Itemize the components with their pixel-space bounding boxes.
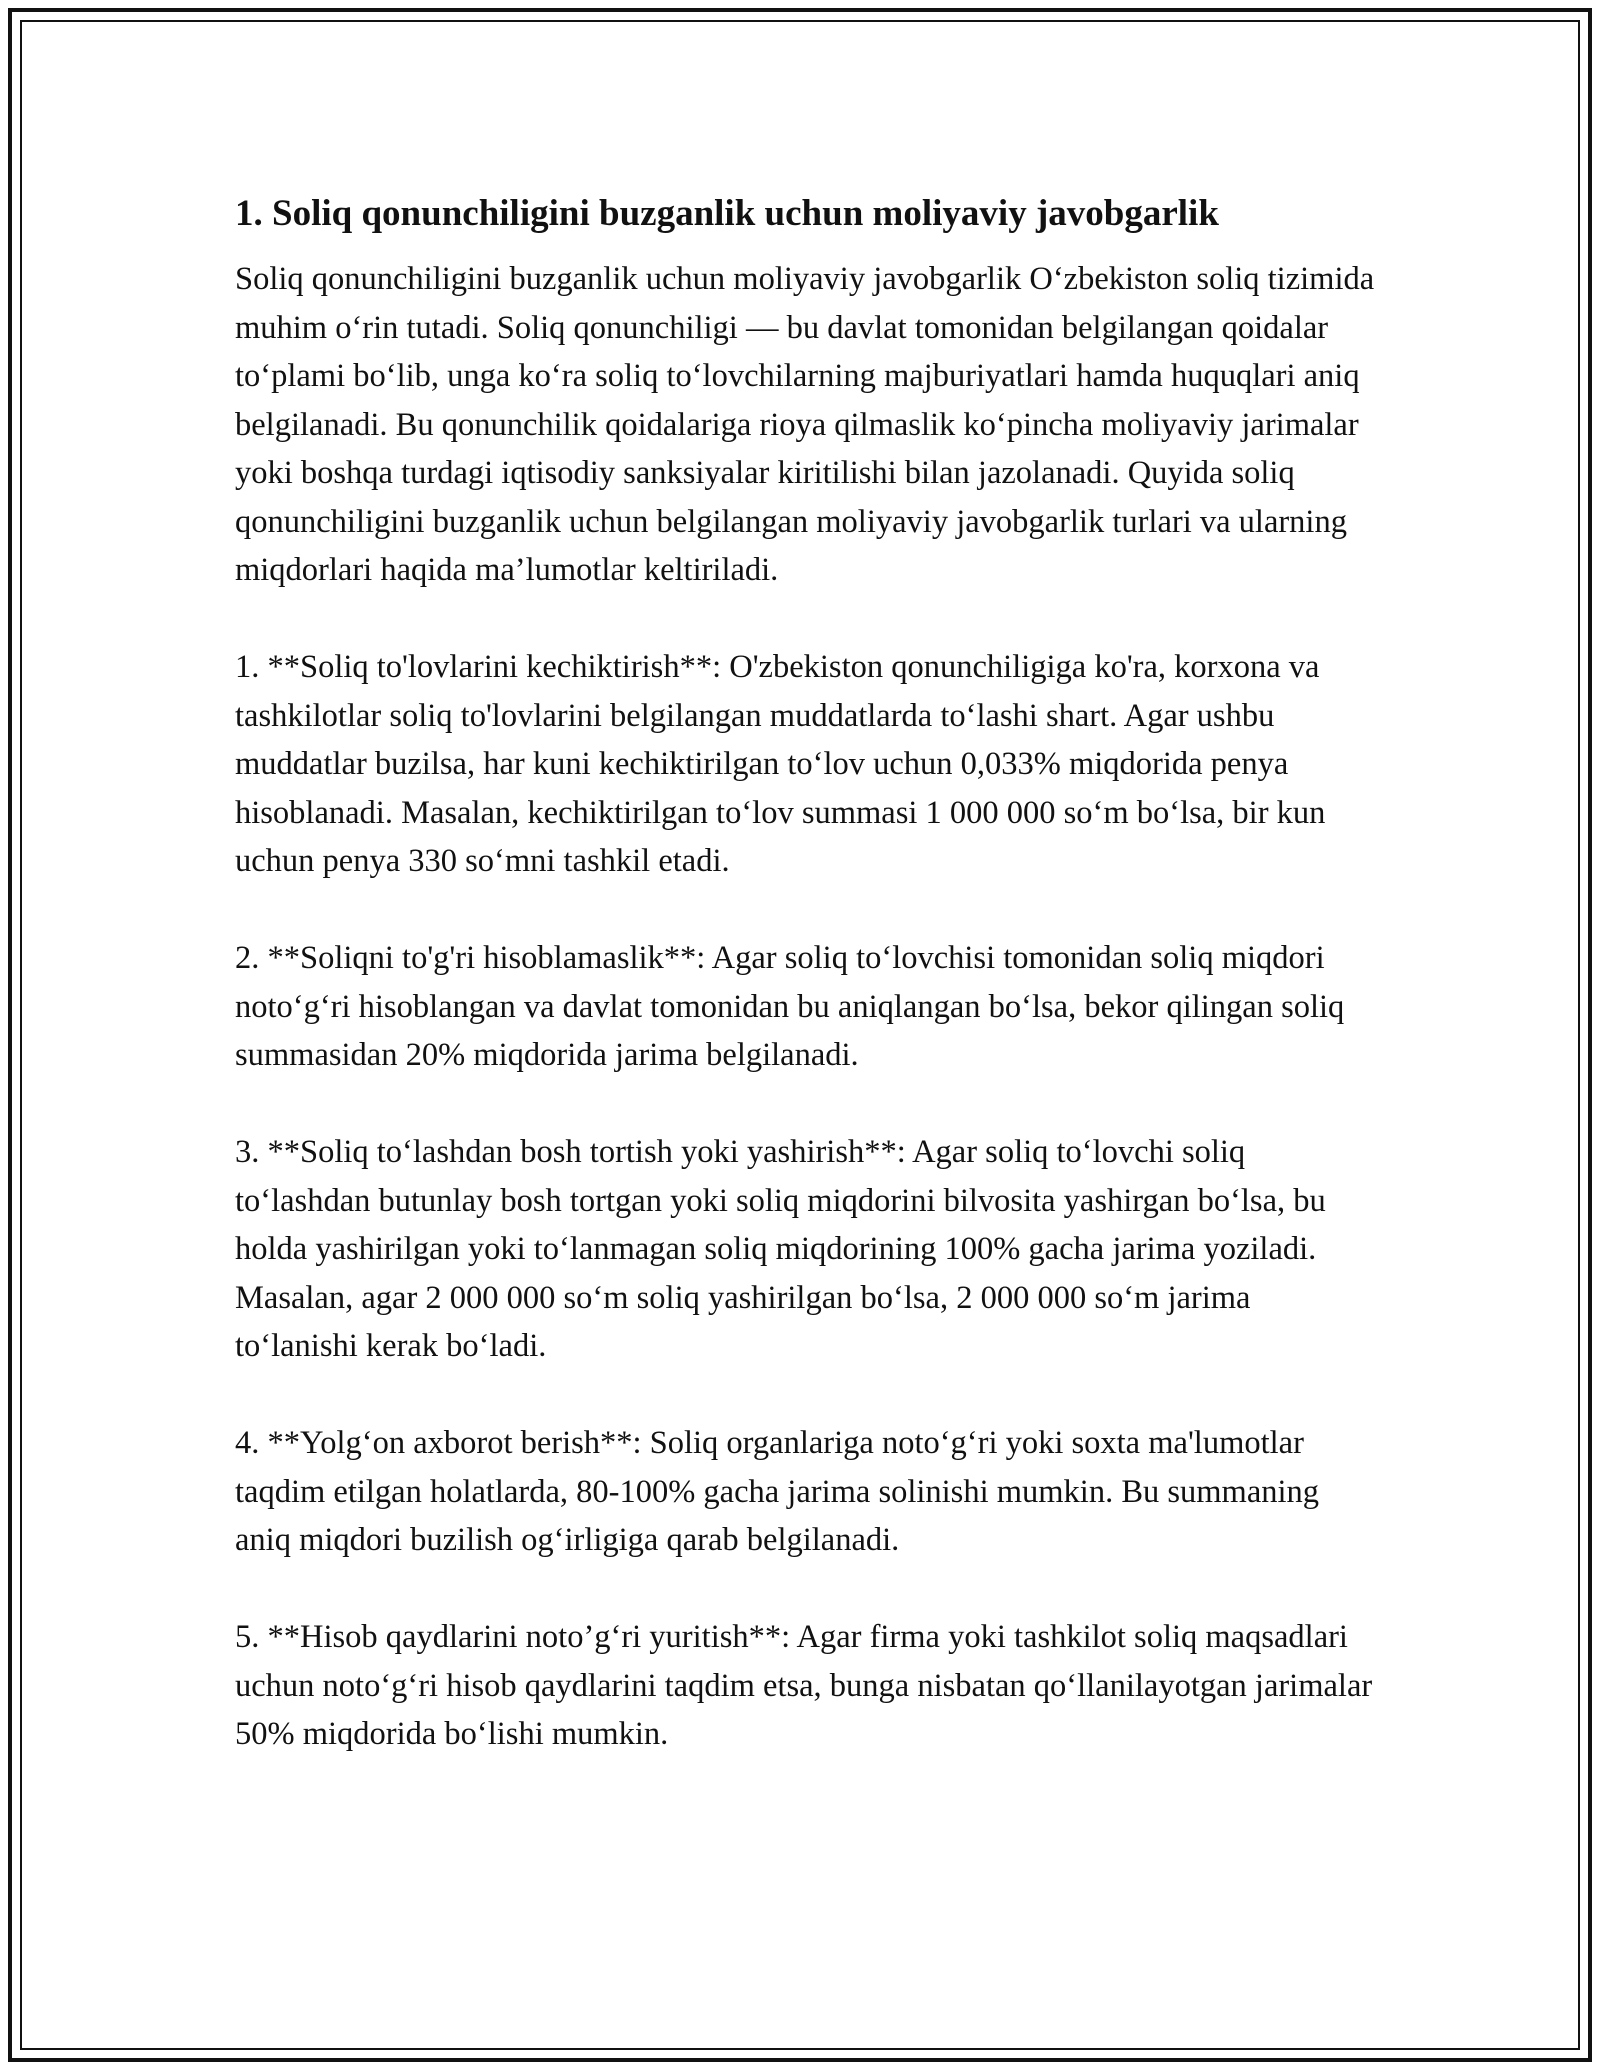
list-item-tax-evasion: 3. **Soliq to‘lashdan bosh tortish yoki yashirish**: Agar soliq to‘lovchi soliq to‘lashdan butunlay bosh tortgan yoki soliq miqdorini bilvosita yashirgan bo‘lsa, bu holda yashirilgan yoki to‘lanmagan soliq miqdorining 100% gacha jarima yoziladi. Masalan, agar 2 000 000 so‘m soliq yashirilgan bo‘lsa, 2 000 000 so‘m jarima to‘lanishi kerak bo‘ladi. [235, 1134, 1326, 1364]
list-item-false-information: 4. **Yolg‘on axborot berish**: Soliq organlariga noto‘g‘ri yoki soxta ma'lumotlar taqdim etilgan holatlarda, 80-100% gacha jarima solinishi mumkin. Bu summaning aniq miqdori buzilish og‘irligiga qarab belgilanadi. [235, 1425, 1320, 1558]
list-item-miscalculation: 2. **Soliqni to'g'ri hisoblamaslik**: Agar soliq to‘lovchisi tomonidan soliq miqdori noto‘g‘ri hisoblangan va davlat tomonidan bu aniqlangan bo‘lsa, bekor qilingan soliq summasidan 20% miqdorida jarima belgilanadi. [235, 940, 1345, 1073]
list-item-bookkeeping: 5. **Hisob qaydlarini noto’g‘ri yuritish**: Agar firma yoki tashkilot soliq maqsadlari uchun noto‘g‘ri hisob qaydlarini taqdim etsa, bunga nisbatan qo‘llanilayotgan jarimalar 50% miqdorida bo‘lishi mumkin. [235, 1619, 1373, 1752]
document-body [235, 183, 1375, 1807]
section-heading: 1. Soliq qonunchiligini buzganlik uchun moliyaviy javobgarlik [235, 193, 1219, 234]
intro-paragraph: Soliq qonunchiligini buzganlik uchun moliyaviy javobgarlik O‘zbekiston soliq tizimida muhim o‘rin tutadi. Soliq qonunchiligi — bu davlat tomonidan belgilangan qoidalar to‘plami bo‘lib, unga ko‘ra soliq to‘lovchilarning majburiyatlari hamda huquqlari aniq belgilanadi. Bu qonunchilik qoidalariga rioya qilmaslik ko‘pincha moliyaviy jarimalar yoki boshqa turdagi iqtisodiy sanksiyalar kiritilishi bilan jazolanadi. Quyida soliq qonunchiligini buzganlik uchun belgilangan moliyaviy javobgarlik turlari va ularning miqdorlari haqida ma’lumotlar keltiriladi. [235, 261, 1375, 588]
list-item-late-payment: 1. **Soliq to'lovlarini kechiktirish**: O'zbekiston qonunchiligiga ko'ra, korxona va tashkilotlar soliq to'lovlarini belgilangan muddatlarda to‘lashi shart. Agar ushbu muddatlar buzilsa, har kuni kechiktirilgan to‘lov uchun 0,033% miqdorida penya hisoblanadi. Masalan, kechiktirilgan to‘lov summasi 1 000 000 so‘m bo‘lsa, bir kun uchun penya 330 so‘mni tashkil etadi. [235, 649, 1326, 879]
